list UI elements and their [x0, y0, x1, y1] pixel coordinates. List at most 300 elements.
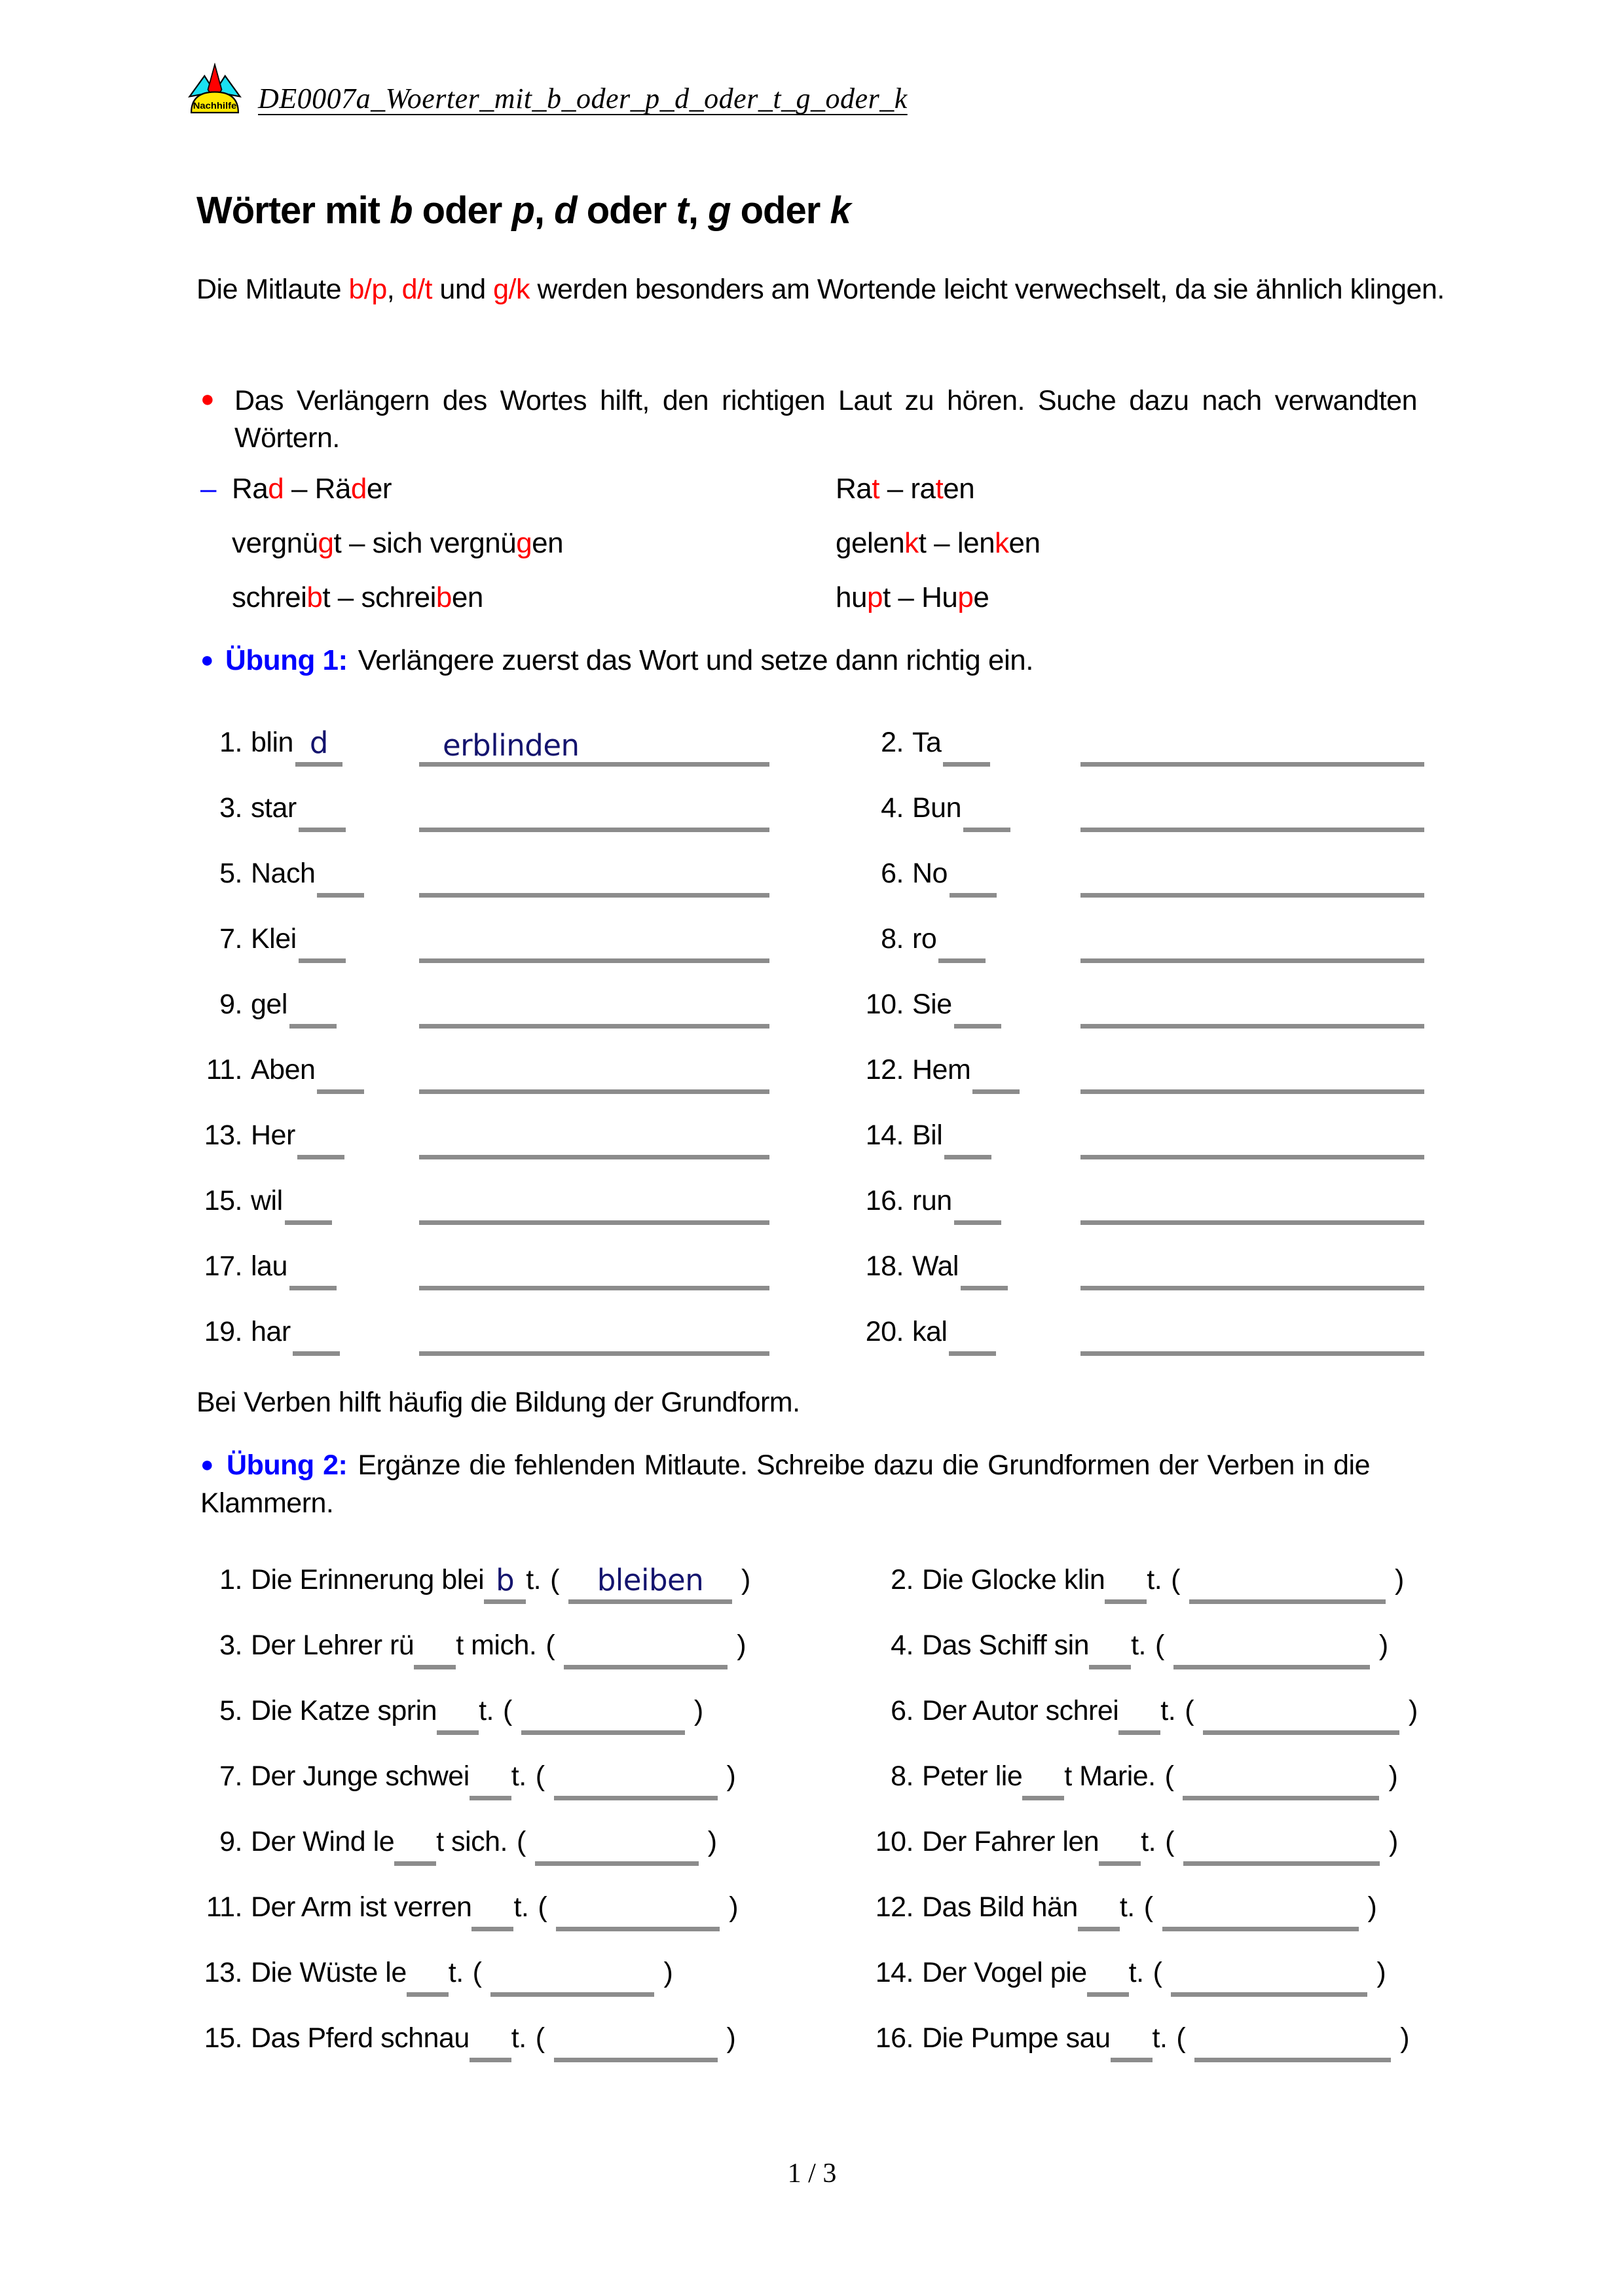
answer-line[interactable]: [1080, 1055, 1424, 1094]
exercise2-item: [858, 1818, 1464, 1858]
exercise2-item: [196, 1949, 858, 1989]
item-number: 8.: [881, 923, 904, 955]
item-number: 12.: [865, 1054, 904, 1085]
exercise1-row: [196, 1234, 1441, 1300]
word-stem-cell: [242, 915, 419, 955]
sentence-before: Der Wind le: [251, 1826, 395, 1857]
sentence-before: Der Junge schwei: [251, 1760, 470, 1792]
uebung1-instruction: Verlängere zuerst das Wort und setze dann richtig ein.: [358, 644, 1033, 676]
paren-open: (: [535, 1760, 545, 1792]
sentence-after: t.: [511, 2022, 526, 2054]
sentence-after: t.: [513, 1891, 529, 1923]
sentence-after: t.: [448, 1957, 464, 1988]
exercise2-item: [196, 1884, 858, 1923]
exercise1-item: [196, 719, 769, 763]
word-stem-cell: [904, 850, 1080, 890]
word-stem: ro: [912, 923, 937, 955]
word-stem-cell: [242, 1308, 419, 1348]
page-footer: [0, 2158, 1624, 2189]
paren-open: (: [1171, 1564, 1180, 1595]
exercise2-item: [858, 1622, 1464, 1662]
gap-blank[interactable]: [289, 989, 337, 1029]
gap-blank[interactable]: [954, 989, 1001, 1029]
word-stem-cell: [242, 1243, 419, 1283]
sentence-before: Der Lehrer rü: [251, 1630, 415, 1661]
paren-close: ): [1367, 1891, 1377, 1923]
paren-answer-line[interactable]: [1162, 1891, 1359, 1931]
exercise2-row: [196, 1677, 1464, 1743]
exercise2-row: [196, 1808, 1464, 1874]
item-number: 15.: [204, 1185, 242, 1216]
example-left: schreibt – schreiben: [232, 581, 483, 613]
verb-hint-text: Bei Verben hilft häufig die Bildung der Grundform.: [196, 1387, 800, 1418]
answer-line[interactable]: [1080, 1251, 1424, 1290]
example-row: [200, 581, 1464, 636]
item-number: 6.: [891, 1695, 913, 1726]
sentence-after: t.: [511, 1760, 526, 1792]
gap-blank[interactable]: [961, 1250, 1008, 1290]
item-number: 4.: [891, 1630, 913, 1661]
answer-line[interactable]: [1080, 793, 1424, 832]
example-left: vergnügt – sich vergnügen: [232, 527, 564, 559]
paren-close: ): [726, 1760, 736, 1792]
exercise1-item: [848, 784, 1441, 824]
item-number: 10.: [865, 989, 904, 1020]
sentence-before: Das Bild hän: [922, 1891, 1078, 1923]
exercise1-item: [196, 981, 769, 1021]
sentence-before: Die Glocke klin: [922, 1564, 1105, 1595]
uebung2-label: Übung 2:: [227, 1449, 348, 1481]
sentence-after: t.: [1147, 1564, 1162, 1595]
paren-open: (: [1176, 2022, 1186, 2054]
gap-blank[interactable]: [299, 923, 346, 963]
gap-blank[interactable]: [1118, 1695, 1160, 1735]
sentence: [922, 2014, 1409, 2054]
exercise2-row: [196, 1874, 1464, 1939]
word-stem: star: [251, 792, 297, 824]
uebung1-label: Übung 1:: [225, 644, 348, 676]
example-left: Rad – Räder: [232, 473, 392, 505]
item-number: 9.: [219, 1826, 242, 1857]
word-stem-cell: [904, 1112, 1080, 1152]
answer-line[interactable]: [1080, 989, 1424, 1029]
item-number: 16.: [875, 2022, 913, 2054]
word-stem-cell: [242, 1046, 419, 1086]
exercise2-row: [196, 1939, 1464, 2005]
sentence: [922, 1949, 1386, 1989]
sentence: [922, 1622, 1388, 1662]
sentence: [922, 1753, 1397, 1793]
word-stem: kal: [912, 1316, 948, 1347]
answer-line[interactable]: [1080, 858, 1424, 898]
exercise2-row: [196, 1546, 1464, 1612]
answer-line[interactable]: [419, 1055, 769, 1094]
exercise2-row: [196, 2005, 1464, 2070]
sentence: [251, 1753, 735, 1793]
sentence: [922, 1884, 1376, 1923]
answer-line[interactable]: [1080, 727, 1424, 767]
answer-line[interactable]: [1080, 1120, 1424, 1159]
paren-answer-line[interactable]: [490, 1957, 654, 1997]
paren-close: ): [663, 1957, 673, 1988]
word-stem: blin: [251, 727, 293, 758]
word-stem-cell: [904, 1243, 1080, 1283]
item-number: 3.: [219, 792, 242, 824]
paren-open: (: [535, 2022, 545, 2054]
word-stem: Aben: [251, 1054, 316, 1085]
paren-answer-line[interactable]: [556, 1891, 720, 1931]
word-stem: Bun: [912, 792, 962, 824]
exercise1-item: [196, 850, 769, 890]
item-number: 13.: [204, 1957, 242, 1988]
paren-answer-line[interactable]: [521, 1695, 685, 1735]
example-right: Rat – raten: [836, 473, 975, 505]
exercise1-item: [196, 1308, 769, 1348]
answer-line[interactable]: [1080, 924, 1424, 963]
paren-open: (: [502, 1695, 512, 1726]
paren-open: (: [550, 1564, 559, 1595]
paren-open: (: [1155, 1630, 1164, 1661]
exercise1-item: [848, 981, 1441, 1021]
paren-close: ): [1400, 2022, 1410, 2054]
sentence-before: Das Pferd schnau: [251, 2022, 470, 2054]
answer-line[interactable]: [419, 1317, 769, 1356]
word-stem: Wal: [912, 1250, 959, 1282]
gap-blank[interactable]: [317, 1054, 364, 1094]
item-number: 2.: [881, 727, 904, 758]
answer-line[interactable]: [419, 793, 769, 832]
sentence: [922, 1687, 1418, 1727]
gap-blank[interactable]: [394, 1826, 436, 1866]
word-stem-cell: [242, 1177, 419, 1217]
paren-open: (: [545, 1630, 555, 1661]
exercise1-row: [196, 710, 1441, 776]
paren-answer-line[interactable]: [1194, 2022, 1391, 2062]
word-stem: lau: [251, 1250, 287, 1282]
gap-answer: d: [309, 725, 328, 760]
exercise1-item: [196, 1243, 769, 1283]
paren-answer-line[interactable]: [1173, 1630, 1370, 1669]
red-bullet-icon: ●: [200, 385, 215, 412]
paren-answer-line[interactable]: [1189, 1564, 1386, 1604]
item-number: 20.: [865, 1316, 904, 1347]
exercise2-item: [858, 1753, 1464, 1793]
word-stem: Bil: [912, 1120, 943, 1151]
word-stem-cell: [904, 1308, 1080, 1348]
sentence-after: t.: [526, 1564, 542, 1595]
sentence-after: t.: [1128, 1957, 1144, 1988]
nachhilfe-logo: [187, 63, 242, 117]
exercise2-item: [858, 2014, 1464, 2054]
sentence-before: Der Fahrer len: [922, 1826, 1099, 1857]
exercise1-row: [196, 972, 1441, 1038]
exercise2-grid: [196, 1546, 1464, 2070]
sentence: [251, 2014, 735, 2054]
exercise2-row: [196, 1743, 1464, 1808]
sentence: [922, 1556, 1404, 1596]
paren-answer-line[interactable]: [1183, 1760, 1379, 1800]
exercise1-item: [848, 1046, 1441, 1086]
gap-answer: b: [496, 1563, 515, 1597]
paren-close: ): [1388, 1826, 1398, 1857]
sentence-before: Der Vogel pie: [922, 1957, 1087, 1988]
word-stem: wil: [251, 1185, 283, 1216]
gap-blank[interactable]: [944, 1120, 991, 1159]
item-number: 5.: [219, 858, 242, 889]
item-number: 18.: [865, 1250, 904, 1282]
item-number: 14.: [875, 1957, 913, 1988]
answer-line[interactable]: [1080, 1186, 1424, 1225]
word-stem-cell: [242, 719, 419, 759]
answer-line[interactable]: [419, 989, 769, 1029]
gap-blank[interactable]: [317, 858, 364, 898]
blue-bullet-icon: ●: [200, 647, 214, 672]
paren-answer-line[interactable]: [554, 2022, 718, 2062]
answer-line[interactable]: [419, 1251, 769, 1290]
word-stem: Nach: [251, 858, 316, 889]
word-stem: Ta: [912, 727, 942, 758]
exercise1-item: [848, 1177, 1441, 1217]
word-stem-cell: [242, 981, 419, 1021]
sentence-after: t mich.: [456, 1630, 537, 1661]
sentence-before: Die Pumpe sau: [922, 2022, 1111, 2054]
exercise1-item: [848, 719, 1441, 759]
item-number: 19.: [204, 1316, 242, 1347]
word-stem-cell: [242, 784, 419, 824]
sentence-after: t.: [1141, 1826, 1156, 1857]
item-number: 13.: [204, 1120, 242, 1151]
paren-close: ): [741, 1564, 750, 1595]
exercise1-item: [848, 850, 1441, 890]
word-stem: Her: [251, 1120, 295, 1151]
exercise1-row: [196, 1169, 1441, 1234]
example-right: gelenkt – lenken: [836, 527, 1041, 559]
item-number: 7.: [219, 923, 242, 955]
word-stem: No: [912, 858, 948, 889]
paren-open: (: [538, 1891, 547, 1923]
sentence-before: Die Erinnerung blei: [251, 1564, 485, 1595]
gap-blank[interactable]: [299, 792, 346, 832]
exercise2-item: [196, 1556, 858, 1596]
paren-close: ): [729, 1891, 739, 1923]
exercise1-row: [196, 841, 1441, 907]
word-stem-cell: [904, 1046, 1080, 1086]
sentence: [251, 1687, 703, 1727]
gap-blank[interactable]: [1105, 1564, 1147, 1604]
exercise2-item: [858, 1687, 1464, 1727]
sentence-after: t.: [1131, 1630, 1147, 1661]
paren-answer-line[interactable]: [1203, 1695, 1399, 1735]
item-number: 11.: [206, 1891, 242, 1923]
paren-answer-line[interactable]: [1183, 1826, 1380, 1866]
item-number: 9.: [219, 989, 242, 1020]
gap-blank[interactable]: [949, 1316, 996, 1356]
gap-blank[interactable]: [295, 727, 342, 767]
gap-blank[interactable]: [954, 1185, 1001, 1225]
paren-answer-line[interactable]: [554, 1760, 718, 1800]
item-number: 16.: [865, 1185, 904, 1216]
intro-paragraph: Die Mitlaute b/p, d/t und g/k werden besonders am Wortende leicht verwechselt, da sie ähnlich klingen.: [196, 274, 1445, 305]
sentence-after: t.: [479, 1695, 494, 1726]
header-filename: DE0007a_Woerter_mit_b_oder_p_d_oder_t_g_oder_k: [258, 82, 908, 115]
gap-blank[interactable]: [1078, 1891, 1120, 1931]
word-stem-cell: [904, 981, 1080, 1021]
sentence-after: t.: [1160, 1695, 1176, 1726]
item-number: 1.: [219, 727, 242, 758]
paren-close: ): [1388, 1760, 1398, 1792]
item-number: 10.: [875, 1826, 913, 1857]
page-title: Wörter mit b oder p, d oder t, g oder k: [196, 189, 851, 232]
sentence-before: Der Autor schrei: [922, 1695, 1119, 1726]
sentence-after: t sich.: [436, 1826, 507, 1857]
paren-open: (: [1185, 1695, 1194, 1726]
gap-blank[interactable]: [938, 923, 986, 963]
example-row: [200, 473, 1464, 527]
gap-blank[interactable]: [484, 1564, 526, 1604]
item-number: 4.: [881, 792, 904, 824]
paren-close: ): [1409, 1695, 1418, 1726]
item-number: 12.: [875, 1891, 913, 1923]
paren-close: ): [1376, 1957, 1386, 1988]
uebung2-instruction: Ergänze die fehlenden Mitlaute. Schreibe dazu die Grundformen der Verben in die Klammern.: [200, 1449, 1370, 1519]
exercise1-item: [196, 1112, 769, 1152]
exercise2-item: [858, 1949, 1464, 1989]
answer-line[interactable]: [419, 1186, 769, 1225]
example-row: [200, 527, 1464, 581]
sentence: [251, 1884, 738, 1923]
word-stem: Klei: [251, 923, 297, 955]
exercise1-item: [196, 1177, 769, 1217]
item-number: 8.: [891, 1760, 913, 1792]
paren-open: (: [1143, 1891, 1153, 1923]
word-stem: Sie: [912, 989, 952, 1020]
gap-blank[interactable]: [963, 792, 1010, 832]
answer-line[interactable]: [419, 924, 769, 963]
answer-line[interactable]: [419, 727, 769, 767]
word-stem-cell: [904, 1177, 1080, 1217]
gap-blank[interactable]: [285, 1185, 332, 1225]
line-answer: erblinden: [443, 728, 580, 763]
paren-close: ): [693, 1695, 703, 1726]
paren-open: (: [516, 1826, 526, 1857]
gap-blank[interactable]: [972, 1054, 1020, 1094]
hint-text: Das Verlängern des Wortes hilft, den richtigen Laut zu hören. Suche dazu nach verwandten Wörtern.: [234, 385, 1417, 454]
item-number: 14.: [865, 1120, 904, 1151]
exercise1-row: [196, 1103, 1441, 1169]
item-number: 6.: [881, 858, 904, 889]
exercise1-item: [848, 915, 1441, 955]
examples-list: [200, 473, 1464, 636]
sentence: [251, 1622, 746, 1662]
exercise1-item: [196, 784, 769, 824]
answer-line[interactable]: [419, 1120, 769, 1159]
paren-answer-line[interactable]: [1171, 1957, 1367, 1997]
answer-line[interactable]: [419, 858, 769, 898]
paren-answer-line[interactable]: [564, 1630, 728, 1669]
exercise1-item: [848, 1112, 1441, 1152]
paren-close: ): [1378, 1630, 1388, 1661]
gap-blank[interactable]: [470, 2022, 511, 2062]
gap-blank[interactable]: [1089, 1630, 1131, 1669]
gap-blank[interactable]: [1022, 1760, 1064, 1800]
dash-bullet-icon: –: [200, 473, 216, 505]
gap-blank[interactable]: [437, 1695, 479, 1735]
gap-blank[interactable]: [1087, 1957, 1129, 1997]
exercise1-row: [196, 776, 1441, 841]
gap-blank[interactable]: [1111, 2022, 1153, 2062]
sentence: [922, 1818, 1398, 1858]
paren-close: ): [726, 2022, 736, 2054]
paren-open: (: [472, 1957, 482, 1988]
word-stem-cell: [242, 850, 419, 890]
header: [187, 63, 908, 117]
gap-blank[interactable]: [407, 1957, 449, 1997]
gap-blank[interactable]: [414, 1630, 456, 1669]
example-right: hupt – Hupe: [836, 581, 989, 613]
logo-text: Nachhilfe: [193, 100, 237, 111]
item-number: 1.: [219, 1564, 242, 1595]
blue-bullet-icon: ●: [200, 1452, 215, 1477]
gap-blank[interactable]: [470, 1760, 511, 1800]
item-number: 17.: [204, 1250, 242, 1282]
word-stem-cell: [904, 719, 1080, 759]
exercise1-item: [848, 1243, 1441, 1283]
paren-open: (: [1153, 1957, 1162, 1988]
gap-blank[interactable]: [471, 1891, 513, 1931]
sentence-before: Die Wüste le: [251, 1957, 407, 1988]
gap-blank[interactable]: [293, 1316, 340, 1356]
paren-close: ): [737, 1630, 747, 1661]
sentence-after: t Marie.: [1064, 1760, 1156, 1792]
exercise1-row: [196, 1038, 1441, 1103]
paren-close: ): [1395, 1564, 1404, 1595]
page-number: 1 / 3: [787, 2159, 837, 2189]
exercise2-row: [196, 1612, 1464, 1677]
gap-blank[interactable]: [297, 1120, 344, 1159]
item-number: 15.: [204, 2022, 242, 2054]
paren-answer-line[interactable]: [535, 1826, 699, 1866]
word-stem: har: [251, 1316, 291, 1347]
sentence: [251, 1556, 750, 1596]
uebung2-heading: [200, 1446, 1370, 1522]
gap-blank[interactable]: [289, 1250, 337, 1290]
word-stem: Hem: [912, 1054, 971, 1085]
sentence-after: t.: [1119, 1891, 1135, 1923]
hint-bullet-item: [200, 382, 1425, 457]
exercise1-item: [848, 1308, 1441, 1348]
item-number: 3.: [219, 1630, 242, 1661]
sentence: [251, 1949, 673, 1989]
exercise1-item: [196, 1046, 769, 1086]
exercise2-item: [196, 1753, 858, 1793]
paren-answer: bleiben: [597, 1563, 704, 1597]
exercise2-item: [196, 1622, 858, 1662]
paren-answer-line[interactable]: [568, 1564, 732, 1604]
exercise1-item: [196, 915, 769, 955]
answer-line[interactable]: [1080, 1317, 1424, 1356]
exercise1-grid: [196, 710, 1441, 1365]
item-number: 5.: [219, 1695, 242, 1726]
paren-open: (: [1164, 1760, 1174, 1792]
uebung1-heading: [200, 644, 1033, 677]
exercise2-item: [858, 1556, 1464, 1596]
sentence-before: Der Arm ist verren: [251, 1891, 472, 1923]
gap-blank[interactable]: [950, 858, 997, 898]
gap-blank[interactable]: [1099, 1826, 1141, 1866]
gap-blank[interactable]: [943, 727, 990, 767]
sentence-before: Die Katze sprin: [251, 1695, 437, 1726]
word-stem-cell: [242, 1112, 419, 1152]
